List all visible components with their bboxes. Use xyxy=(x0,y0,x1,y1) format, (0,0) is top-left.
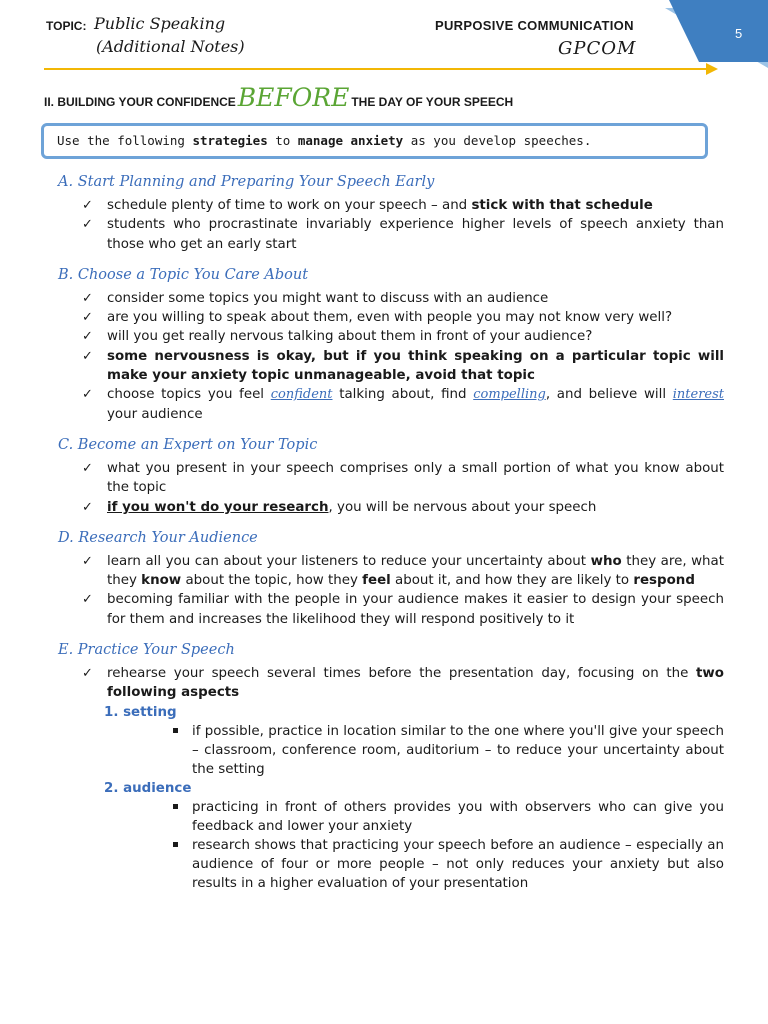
square-bullet-icon xyxy=(173,804,178,809)
checkmark-icon: ✓ xyxy=(82,310,93,326)
item-text: students who procrastinate invariably experience higher levels of speech anxiety than those who get an early start xyxy=(107,217,724,252)
square-bullet-icon xyxy=(173,842,178,847)
emphasis-word: compelling xyxy=(473,387,546,403)
notes-body xyxy=(58,168,724,893)
item-text: about the topic, how they xyxy=(181,573,363,589)
checkmark-icon: ✓ xyxy=(82,387,93,403)
item-text: becoming familiar with the people in your audience makes it easier to design your speech for them and increases the likelihood they will respond positively to it xyxy=(107,592,724,627)
page-number: 5 xyxy=(735,26,743,41)
emphasis-word: confident xyxy=(270,387,333,403)
aspect-bullets xyxy=(104,798,724,893)
section-title xyxy=(44,83,513,112)
list-e xyxy=(58,664,724,703)
item-text: talking about, find xyxy=(332,387,474,403)
checkmark-icon: ✓ xyxy=(82,499,93,515)
aspect-label: 1. setting xyxy=(104,704,177,720)
item-text: will you get really nervous talking about them in front of your audience? xyxy=(107,329,593,345)
section-title-suffix: THE DAY OF YOUR SPEECH xyxy=(351,95,514,109)
list-item xyxy=(82,215,724,254)
list-item xyxy=(82,498,724,517)
section-title-prefix: II. BUILDING YOUR CONFIDENCE xyxy=(44,95,236,109)
item-text: they are, what they xyxy=(107,553,724,589)
list-item xyxy=(82,196,724,215)
checkmark-icon: ✓ xyxy=(82,217,93,233)
topic-label: TOPIC: xyxy=(46,19,87,33)
list-item xyxy=(82,289,724,308)
callout-text: Use the following xyxy=(57,133,193,148)
item-text: are you willing to speak about them, even with people you may not know very well? xyxy=(107,310,673,326)
item-text: your audience xyxy=(107,406,203,422)
page-corner-tab xyxy=(665,0,768,68)
section-title-emphasis: BEFORE xyxy=(237,83,350,112)
item-text: if possible, practice in location similar to the one where you'll give your speech – classroom, conference room, auditorium – to reduce your uncertainty about the setting xyxy=(192,723,724,777)
heading-c: C. Become an Expert on Your Topic xyxy=(58,436,318,453)
heading-b: B. Choose a Topic You Care About xyxy=(58,266,309,283)
item-bold: feel xyxy=(362,573,391,589)
list-item xyxy=(82,552,724,591)
list-item xyxy=(82,459,724,498)
item-text: learn all you can about your listeners to reduce your uncertainty about xyxy=(107,553,591,569)
aspect-item xyxy=(104,703,724,779)
list-item xyxy=(82,385,724,424)
topic-subtitle: (Additional Notes) xyxy=(96,37,245,56)
checkmark-icon: ✓ xyxy=(82,460,93,476)
emphasis-word: interest xyxy=(672,387,725,403)
list-item xyxy=(82,347,724,386)
item-bold: if you won't do your research xyxy=(107,499,329,515)
heading-e: E. Practice Your Speech xyxy=(58,642,235,659)
bullet-item xyxy=(169,722,724,779)
item-text: , you will be nervous about your speech xyxy=(328,499,597,515)
checkmark-icon: ✓ xyxy=(82,290,93,306)
item-text: consider some topics you might want to discuss with an audience xyxy=(107,290,549,306)
callout-text: to xyxy=(267,133,298,148)
item-text: about it, and how they are likely to xyxy=(390,573,634,589)
callout-text: as you develop speeches. xyxy=(403,133,592,148)
list-d xyxy=(58,552,724,629)
checkmark-icon: ✓ xyxy=(82,329,93,345)
list-a xyxy=(58,196,724,254)
list-b xyxy=(58,289,724,424)
item-bold: know xyxy=(141,573,182,589)
list-item xyxy=(82,308,724,327)
aspect-label: 2. audience xyxy=(104,780,192,796)
aspects-list xyxy=(58,703,724,894)
page-header xyxy=(0,0,768,80)
callout-bold: strategies xyxy=(192,133,268,148)
checkmark-icon: ✓ xyxy=(82,553,93,569)
item-bold: respond xyxy=(633,573,695,589)
checkmark-icon: ✓ xyxy=(82,592,93,608)
course-code: GPCOM xyxy=(558,38,637,59)
aspect-item xyxy=(104,779,724,893)
item-bold: two following aspects xyxy=(107,666,724,701)
list-item xyxy=(82,327,724,346)
list-c xyxy=(58,459,724,517)
item-text: schedule plenty of time to work on your speech – and xyxy=(107,198,472,213)
item-text: research shows that practicing your speech before an audience – especially an audience of four or more people – not only reduces your anxiety but also results in a higher evaluation of your presentation xyxy=(192,838,724,892)
item-bold: who xyxy=(590,553,622,569)
item-text: practicing in front of others provides you with observers who can give you feedback and lower your anxiety xyxy=(192,800,724,835)
bullet-item xyxy=(169,798,724,836)
heading-d: D. Research Your Audience xyxy=(58,529,258,546)
topic-title: Public Speaking xyxy=(94,14,226,33)
item-text: choose topics you feel xyxy=(107,387,271,403)
item-text: , and believe will xyxy=(545,387,673,403)
item-text: rehearse your speech several times before the presentation day, focusing on the xyxy=(107,666,697,682)
item-text: what you present in your speech comprises only a small portion of what you know about the topic xyxy=(107,460,724,496)
header-divider xyxy=(44,68,710,70)
checkmark-icon: ✓ xyxy=(82,198,93,213)
item-bold: some nervousness is okay, but if you think speaking on a particular topic will make your anxiety topic unmanageable, avoid that topic xyxy=(107,348,724,384)
strategy-callout xyxy=(41,123,708,159)
course-title: PURPOSIVE COMMUNICATION xyxy=(435,18,634,33)
checkmark-icon: ✓ xyxy=(82,666,93,682)
callout-bold: manage anxiety xyxy=(297,133,404,148)
aspect-bullets xyxy=(104,722,724,779)
checkmark-icon: ✓ xyxy=(82,348,93,364)
list-item xyxy=(82,590,724,629)
list-item xyxy=(82,664,724,703)
item-bold: stick with that schedule xyxy=(471,198,653,213)
bullet-item xyxy=(169,836,724,893)
square-bullet-icon xyxy=(173,728,178,733)
heading-a: A. Start Planning and Preparing Your Speech Early xyxy=(58,174,435,190)
